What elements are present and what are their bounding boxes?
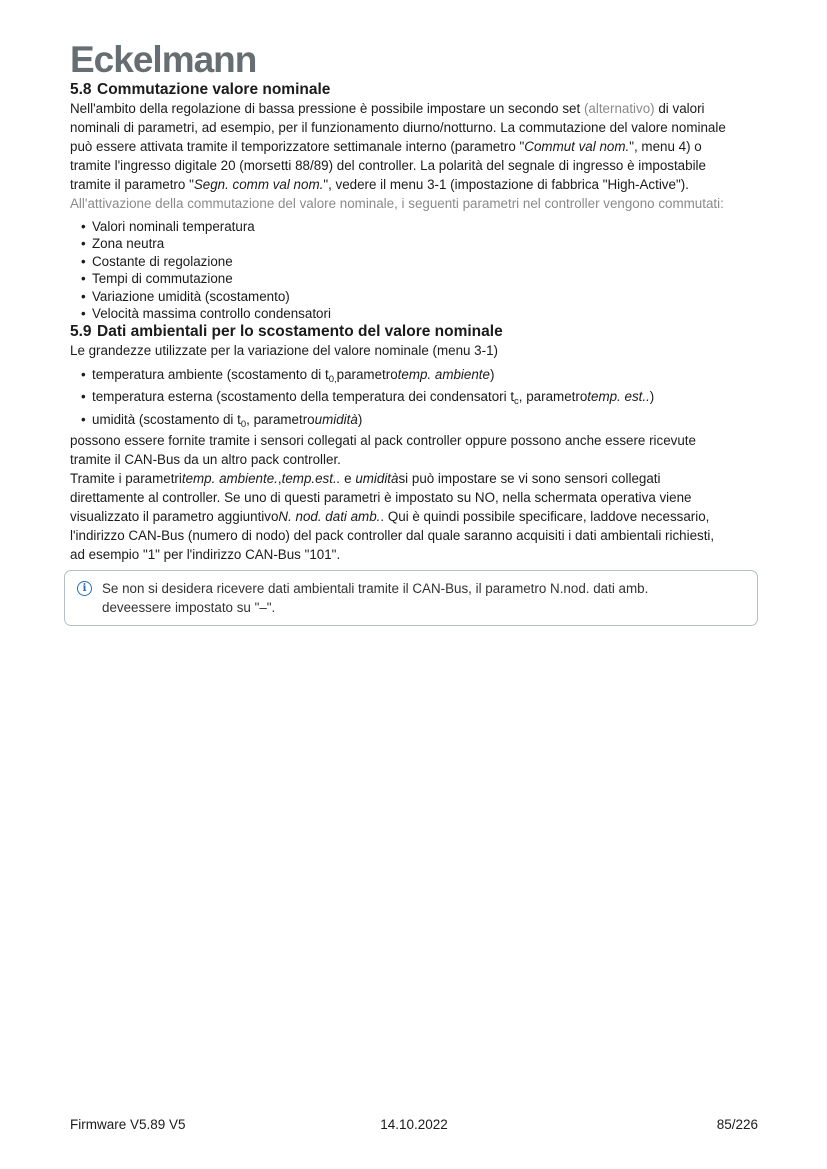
list-item xyxy=(70,386,758,409)
bullet-icon: • xyxy=(81,236,86,252)
list-item-label: Velocità massima controllo condensatori xyxy=(92,306,331,322)
section-5-9-intro: Le grandezze utilizzate per la variazione del valore nominale (menu 3-1) xyxy=(70,342,498,358)
section-5-9-heading xyxy=(70,323,758,341)
section-title: Commutazione valore nominale xyxy=(97,80,331,98)
footer-date: 14.10.2022 xyxy=(380,1117,448,1132)
list-item xyxy=(70,218,758,236)
eckelmann-logo: Eckelmann xyxy=(70,39,257,80)
bullet-icon: • xyxy=(81,218,86,234)
section-5-9-bullet-list xyxy=(70,364,758,432)
list-item xyxy=(70,364,758,387)
footer-page-number: 85/226 xyxy=(716,1117,758,1132)
bullet-icon: • xyxy=(81,288,86,304)
list-item-label: umidità (scostamento di $t_0$, parametroumidità) xyxy=(92,411,363,430)
bullet-icon: • xyxy=(81,411,86,427)
info-note-box xyxy=(64,570,758,626)
list-item xyxy=(70,409,758,432)
list-item-label: Costante di regolazione xyxy=(92,253,233,269)
footer-firmware-version: Firmware V5.89 V5 xyxy=(70,1117,186,1132)
config-paragraph: Tramite i parametritemp. ambiente.,temp.est.. e umiditàsi può impostare se vi sono sensori collegati direttamente al controller. Se uno di questi parametri è impostato su NO, nella schermata operativa viene visualizzato il parametro aggiuntivoN. nod. dati amb.. Qui è quindi possibile specificare, laddove necessario, l'indirizzo CAN-Bus (numero di nodo) del pack controller dal quale saranno acquisiti i dati ambientali richiesti, ad esempio "1" per l'indirizzo CAN-Bus "101". xyxy=(70,471,715,563)
section-number: 5.8 xyxy=(70,80,92,98)
sources-paragraph: possono essere fornite tramite i sensori collegati al pack controller oppure possono anche essere ricevute tramite il CAN-Bus da un altro pack controller. xyxy=(70,433,696,468)
list-item xyxy=(70,270,758,288)
info-icon: i xyxy=(77,581,92,596)
section-5-8-heading xyxy=(70,81,758,99)
list-item xyxy=(70,235,758,253)
list-item-label: Valori nominali temperatura xyxy=(92,218,255,234)
page-footer xyxy=(70,1117,758,1133)
bullet-icon: • xyxy=(81,253,86,269)
bullet-icon: • xyxy=(81,366,86,382)
section-number: 5.9 xyxy=(70,322,92,340)
list-item-label: Zona neutra xyxy=(92,236,165,252)
info-note-text: Se non si desidera ricevere dati ambientali tramite il CAN-Bus, il parametro N.nod. dati amb. deveessere impostato su "–". xyxy=(102,581,649,616)
bullet-icon: • xyxy=(81,389,86,405)
section-5-8-bullet-list xyxy=(70,218,758,323)
section-title: Dati ambientali per lo scostamento del valore nominale xyxy=(97,322,503,340)
list-item xyxy=(70,288,758,306)
section-5-8-paragraph: Nell'ambito della regolazione di bassa pressione è possibile impostare un secondo set (alternativo) di valori nominali di parametri, ad esempio, per il funzionamento diurno/notturno. La commutazione del valore nominale può essere attivata tramite il temporizzatore settimanale interno (parametro "Commut val nom.", menu 4) o tramite l'ingresso digitale 20 (morsetti 88/89) del controller. La polarità del segnale di ingresso è impostabile tramite il parametro "Segn. comm val nom.", vedere il menu 3-1 (impostazione di fabbrica "High-Active"). xyxy=(70,100,726,192)
list-item-label: Tempi di commutazione xyxy=(92,271,233,287)
list-item-label: temperatura esterna (scostamento della temperatura dei condensatori $t_c$, parametrotemp. est..) xyxy=(92,389,655,408)
activation-note: All'attivazione della commutazione del valore nominale, i seguenti parametri nel controller vengono commutati: xyxy=(70,195,724,211)
page-content xyxy=(0,40,827,626)
list-item xyxy=(70,305,758,323)
bullet-icon: • xyxy=(81,271,86,287)
bullet-icon: • xyxy=(81,306,86,322)
list-item xyxy=(70,253,758,271)
list-item-label: temperatura ambiente (scostamento di $t_{0,}parametrotemp$. ambiente) xyxy=(92,366,495,385)
list-item-label: Variazione umidità (scostamento) xyxy=(92,288,290,304)
